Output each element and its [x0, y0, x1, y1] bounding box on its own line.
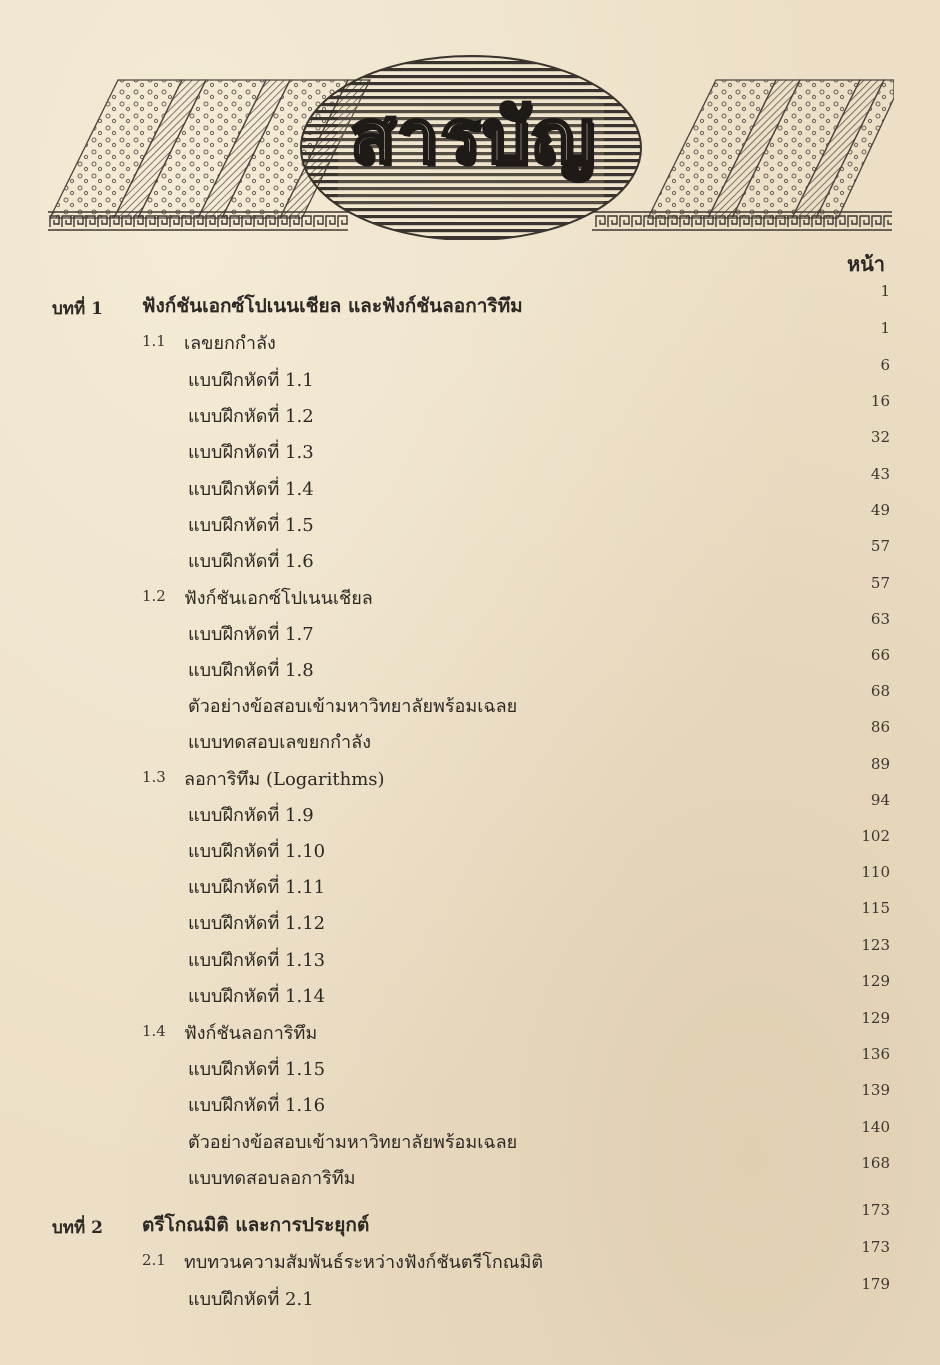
toc-number: 1.3 [142, 768, 166, 786]
toc-section-row [0, 574, 940, 614]
toc-label: แบบฝึกหัดที่ 1.6 [188, 551, 314, 572]
toc-page-number: 68 [870, 682, 890, 700]
greek-key-border [48, 210, 892, 232]
toc-entry-row [0, 501, 940, 541]
toc-entry-row [0, 1154, 940, 1194]
toc-page-number: 32 [870, 428, 890, 446]
toc-section-row [0, 1238, 940, 1278]
toc-entry-row [0, 1045, 940, 1085]
toc-label: แบบฝึกหัดที่ 1.4 [188, 479, 314, 500]
toc-label: แบบฝึกหัดที่ 1.3 [188, 442, 314, 463]
page-column-label: หน้า [846, 252, 886, 276]
toc-label: ฟังก์ชันเอกซ์โปเนนเชียล [184, 588, 373, 609]
toc-page-number: 57 [870, 574, 890, 592]
toc-label: แบบทดสอบเลขยกกำลัง [188, 732, 371, 753]
toc-page-number: 57 [870, 537, 890, 555]
toc-entry-row [0, 428, 940, 468]
toc-entry-row [0, 465, 940, 505]
toc-label: ตัวอย่างข้อสอบเข้ามหาวิทยาลัยพร้อมเฉลย [188, 1132, 518, 1153]
toc-page-number: 94 [870, 791, 890, 809]
toc-number: 2.1 [142, 1251, 166, 1269]
toc-page-number: 89 [870, 755, 890, 773]
toc-entry-row [0, 682, 940, 722]
toc-section-row [0, 1009, 940, 1049]
toc-label: แบบฝึกหัดที่ 1.2 [188, 406, 314, 427]
toc-label: แบบฝึกหัดที่ 1.11 [188, 877, 326, 898]
toc-page-number: 129 [861, 1009, 890, 1027]
toc-label: แบบฝึกหัดที่ 1.10 [188, 841, 326, 862]
toc-page-number: 49 [870, 501, 890, 519]
toc-entry-row [0, 899, 940, 939]
toc-number: 1.4 [142, 1022, 166, 1040]
toc-label: แบบฝึกหัดที่ 1.8 [188, 660, 314, 681]
toc-label: ลอการิทึม (Logarithms) [184, 769, 385, 790]
toc-label: แบบฝึกหัดที่ 1.1 [188, 370, 314, 391]
toc-label: ฟังก์ชันเอกซ์โปเนนเชียล และฟังก์ชันลอการิทึม [142, 295, 523, 317]
toc-entry-row [0, 718, 940, 758]
toc-page-number: 168 [861, 1154, 890, 1172]
toc-page-number: 43 [870, 465, 890, 483]
toc-page-number: 129 [861, 972, 890, 990]
toc-entry-row [0, 827, 940, 867]
toc-number: 1.2 [142, 587, 166, 605]
toc-label: แบบฝึกหัดที่ 1.9 [188, 805, 314, 826]
toc-entry-row [0, 646, 940, 686]
toc-page-number: 1 [880, 319, 890, 337]
toc-chapter-row [0, 282, 940, 322]
toc-label: แบบฝึกหัดที่ 1.12 [188, 913, 326, 934]
toc-page-number: 139 [861, 1081, 890, 1099]
toc-page-number: 136 [861, 1045, 890, 1063]
toc-label: แบบฝึกหัดที่ 1.7 [188, 624, 314, 645]
toc-number: 1.1 [142, 332, 166, 350]
toc-entry-row [0, 537, 940, 577]
toc-section-row [0, 755, 940, 795]
toc-label: แบบทดสอบลอการิทึม [188, 1168, 356, 1189]
toc-label: แบบฝึกหัดที่ 1.13 [188, 950, 326, 971]
toc-chapter-row [0, 1201, 940, 1241]
toc-label: ตัวอย่างข้อสอบเข้ามหาวิทยาลัยพร้อมเฉลย [188, 696, 518, 717]
toc-page-number: 66 [870, 646, 890, 664]
page-title: สารบัญ [349, 94, 597, 180]
toc-entry-row [0, 1081, 940, 1121]
toc-entry-row [0, 392, 940, 432]
toc-label: แบบฝึกหัดที่ 1.14 [188, 986, 326, 1007]
toc-label: ฟังก์ชันลอการิทึม [184, 1023, 318, 1044]
toc-entry-row [0, 972, 940, 1012]
toc-entry-row [0, 1118, 940, 1158]
toc-page-number: 86 [870, 718, 890, 736]
toc-page-number: 173 [861, 1201, 890, 1219]
toc-page-number: 115 [861, 899, 890, 917]
toc-number: บทที่ 1 [52, 299, 103, 319]
toc-label: เลขยกกำลัง [184, 333, 276, 354]
toc-page-number: 123 [861, 936, 890, 954]
toc-entry-row [0, 791, 940, 831]
toc-page-number: 63 [870, 610, 890, 628]
toc-label: ตรีโกณมิติ และการประยุกต์ [142, 1214, 370, 1236]
toc-page-number: 102 [861, 827, 890, 845]
toc-page-number: 179 [861, 1275, 890, 1293]
toc-number: บทที่ 2 [52, 1218, 103, 1238]
toc-entry-row [0, 936, 940, 976]
toc-label: แบบฝึกหัดที่ 1.16 [188, 1095, 326, 1116]
toc-entry-row [0, 863, 940, 903]
toc-entry-row [0, 1275, 940, 1315]
toc-page-number: 110 [861, 863, 890, 881]
toc-label: แบบฝึกหัดที่ 1.5 [188, 515, 314, 536]
toc-page-number: 16 [870, 392, 890, 410]
toc-label: แบบฝึกหัดที่ 2.1 [188, 1289, 314, 1310]
toc-entry-row [0, 610, 940, 650]
toc-label: ทบทวนความสัมพันธ์ระหว่างฟังก์ชันตรีโกณมิติ [184, 1252, 544, 1273]
toc-entry-row [0, 356, 940, 396]
toc-page-number: 140 [861, 1118, 890, 1136]
toc-label: แบบฝึกหัดที่ 1.15 [188, 1059, 326, 1080]
toc-page-number: 173 [861, 1238, 890, 1256]
toc-section-row [0, 319, 940, 359]
toc-page-number: 1 [880, 282, 890, 300]
toc-page-number: 6 [880, 356, 890, 374]
